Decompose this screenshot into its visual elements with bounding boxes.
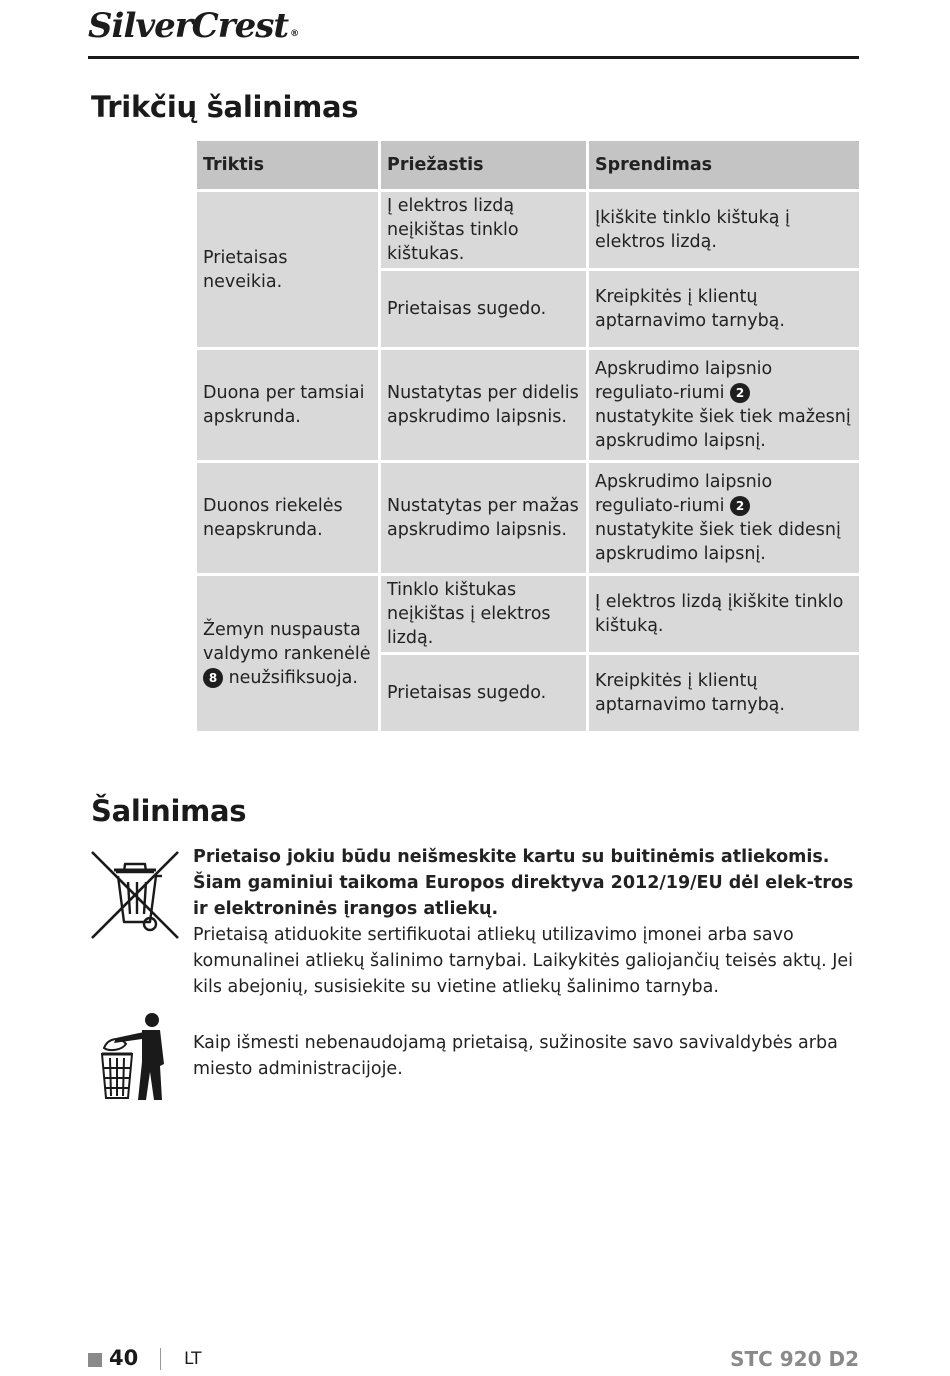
footer-square-marker xyxy=(88,1353,102,1367)
crossed-out-wheelie-bin-icon xyxy=(88,846,182,942)
troubleshooting-table xyxy=(194,138,862,734)
disposal-warning-text: Prietaiso jokiu būdu neišmeskite kartu su buitinėmis atliekomis. Šiam gaminiui taikoma Europos direktyva 2012/19/EU dėl elek-tros ir elektroninės įrangos atliekų. xyxy=(193,847,854,919)
problem-cell: Žemyn nuspausta valdymo rankenėlė 8 neužsifiksuoja. xyxy=(196,575,380,733)
table-row xyxy=(196,349,861,462)
cause-cell: Į elektros lizdą neįkištas tinklo kištukas. xyxy=(380,191,588,270)
disposal-body-text: Prietaisą atiduokite sertifikuotai atliekų utilizavimo įmonei arba savo komunalinei atliekų šalinimo tarnybai. Laikykitės galiojančių teisės aktų. Jei kils abejonių, susisiekite su vietine atliekų šalinimo tarnyba. xyxy=(193,925,853,997)
language-code: LT xyxy=(184,1349,202,1369)
column-header-problem: Triktis xyxy=(196,140,380,191)
table-header-row xyxy=(196,140,861,191)
disposal-paragraph xyxy=(193,844,859,1000)
problem-cell: Prietaisas neveikia. xyxy=(196,191,380,349)
solution-cell: Apskrudimo laipsnio reguliato-riumi 2 nustatykite šiek tiek didesnį apskrudimo laipsnį. xyxy=(588,462,861,575)
solution-cell: Kreipkitės į klientų aptarnavimo tarnybą. xyxy=(588,270,861,349)
numbered-callout-badge: 2 xyxy=(730,496,750,516)
page-number: 40 xyxy=(109,1346,139,1370)
model-number: STC 920 D2 xyxy=(730,1347,859,1371)
problem-cell: Duonos riekelės neapskrunda. xyxy=(196,462,380,575)
header-rule xyxy=(88,56,859,59)
cause-cell: Nustatytas per mažas apskrudimo laipsnis. xyxy=(380,462,588,575)
solution-cell: Kreipkitės į klientų aptarnavimo tarnybą. xyxy=(588,654,861,733)
cause-cell: Tinklo kištukas neįkištas į elektros lizdą. xyxy=(380,575,588,654)
solution-cell: Įkiškite tinklo kištuką į elektros lizdą. xyxy=(588,191,861,270)
cause-cell: Prietaisas sugedo. xyxy=(380,654,588,733)
problem-cell: Duona per tamsiai apskrunda. xyxy=(196,349,380,462)
solution-cell: Apskrudimo laipsnio reguliato-riumi 2 nustatykite šiek tiek mažesnį apskrudimo laipsnį. xyxy=(588,349,861,462)
brand-logo: SilverCrest ® xyxy=(88,6,299,46)
page-footer xyxy=(0,1346,950,1376)
solution-cell: Į elektros lizdą įkiškite tinklo kištuką. xyxy=(588,575,861,654)
troubleshooting-title: Trikčių šalinimas xyxy=(91,90,359,124)
person-throwing-trash-icon xyxy=(98,1012,172,1102)
table-row xyxy=(196,191,861,270)
numbered-callout-badge: 8 xyxy=(203,668,223,688)
cause-cell: Prietaisas sugedo. xyxy=(380,270,588,349)
table-row xyxy=(196,462,861,575)
column-header-cause: Priežastis xyxy=(380,140,588,191)
footer-divider xyxy=(160,1348,161,1370)
column-header-solution: Sprendimas xyxy=(588,140,861,191)
cause-cell: Nustatytas per didelis apskrudimo laipsnis. xyxy=(380,349,588,462)
table-row xyxy=(196,575,861,654)
registered-mark: ® xyxy=(290,29,299,39)
disposal-title: Šalinimas xyxy=(91,794,247,828)
numbered-callout-badge: 2 xyxy=(730,383,750,403)
municipal-disposal-text: Kaip išmesti nebenaudojamą prietaisą, sužinosite savo savivaldybės arba miesto administracijoje. xyxy=(193,1033,838,1079)
